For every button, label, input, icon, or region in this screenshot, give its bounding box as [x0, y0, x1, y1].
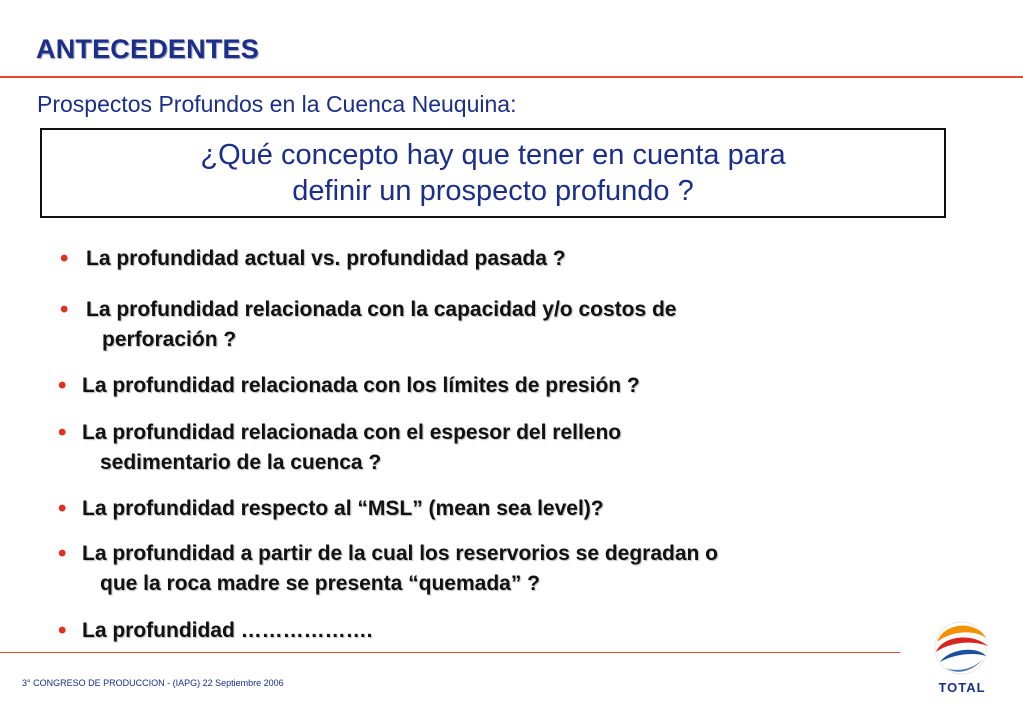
bullet-dot-icon: •: [60, 245, 69, 272]
slide-subtitle: Prospectos Profundos en la Cuenca Neuquina:: [37, 91, 517, 117]
list-item-text: La profundidad respecto al “MSL” (mean sea level)?: [82, 497, 604, 520]
list-item: [58, 418, 968, 478]
list-item-text: La profundidad relacionada con el espesor del relleno: [82, 421, 622, 444]
footer-divider: [0, 652, 900, 653]
question-line-2: definir un prospecto profundo ?: [292, 175, 694, 207]
bullet-dot-icon: •: [58, 372, 67, 399]
list-item: [58, 494, 968, 524]
list-item-text-continued: que la roca madre se presenta “quemada” ?: [100, 572, 540, 595]
slide-title: ANTECEDENTES: [36, 34, 259, 64]
list-item: [60, 295, 970, 355]
footer-text: 3° CONGRESO DE PRODUCCION - (IAPG) 22 Septiembre 2006: [22, 678, 284, 688]
question-line-1: ¿Qué concepto hay que tener en cuenta para: [200, 139, 786, 171]
list-item: [58, 616, 968, 646]
list-item: [58, 539, 968, 599]
list-item-text: La profundidad actual vs. profundidad pasada ?: [86, 247, 566, 270]
bullet-dot-icon: •: [58, 540, 67, 567]
list-item-text: La profundidad relacionada con los límites de presión ?: [82, 374, 640, 397]
bullet-dot-icon: •: [58, 495, 67, 522]
logo-wordmark: TOTAL: [938, 680, 986, 695]
list-item-text: La profundidad relacionada con la capacidad y/o costos de: [86, 298, 677, 321]
list-item-text: La profundidad ……………….: [82, 619, 373, 642]
list-item-text-continued: perforación ?: [102, 328, 237, 351]
bullet-dot-icon: •: [60, 296, 69, 323]
list-item-text: La profundidad a partir de la cual los reservorios se degradan o: [82, 542, 719, 565]
bullet-dot-icon: •: [58, 617, 67, 644]
list-item: [60, 244, 970, 274]
list-item: [58, 371, 968, 401]
bullet-dot-icon: •: [58, 419, 67, 446]
list-item-text-continued: sedimentario de la cuenca ?: [100, 451, 382, 474]
